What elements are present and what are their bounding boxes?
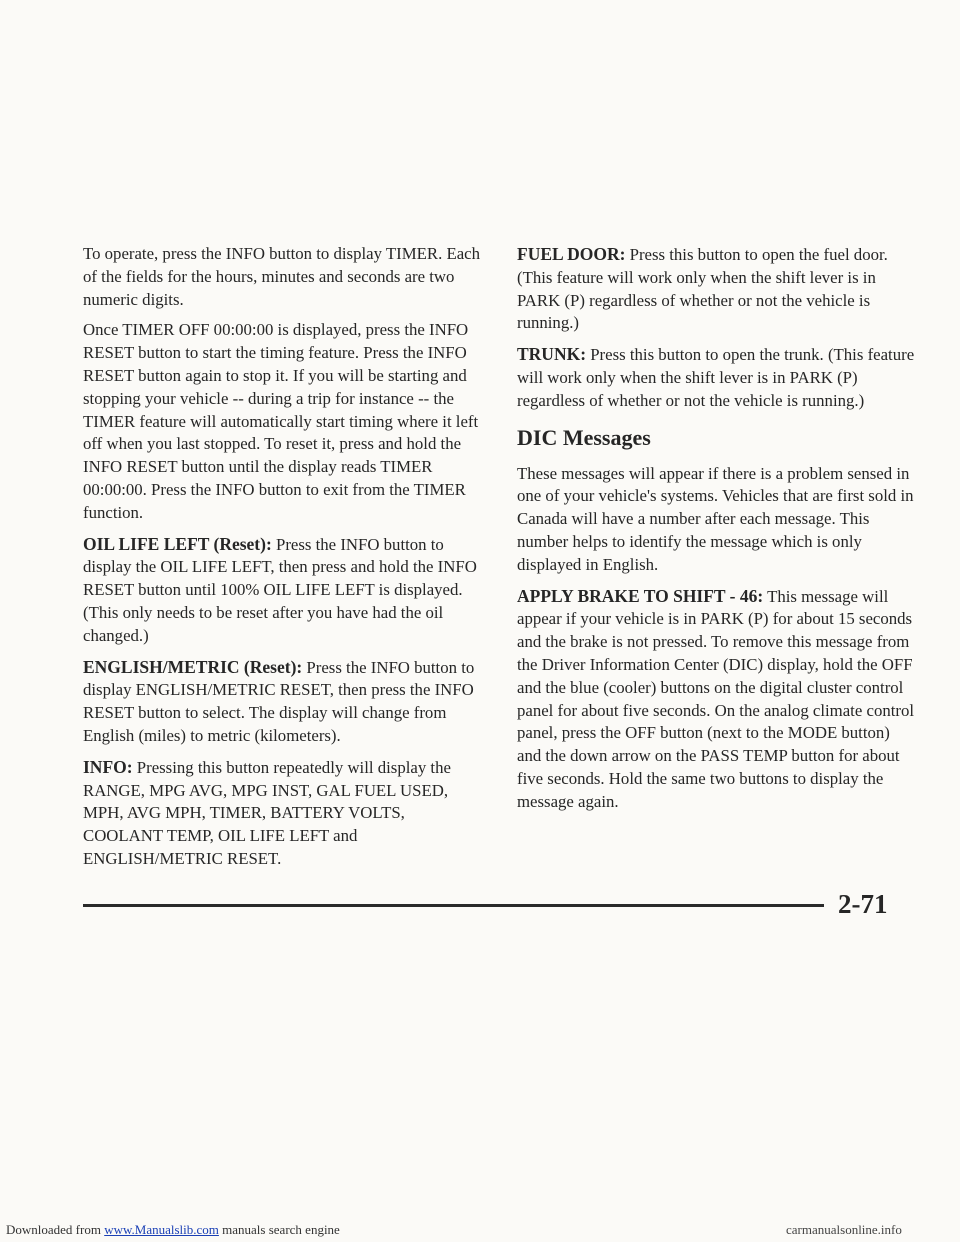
paragraph-timer-operate	[83, 243, 483, 311]
manualslib-link[interactable]: www.Manualslib.com	[104, 1222, 219, 1237]
download-banner	[6, 1222, 340, 1238]
banner-suffix: manuals search engine	[218, 1222, 340, 1237]
left-column	[83, 243, 483, 879]
paragraph-text: Press this button to open the fuel door. (This feature will work only when the shift lever is in PARK (P) regardless of whether or not the vehicle is running.)	[517, 245, 888, 333]
paragraph-apply-brake	[517, 585, 917, 814]
paragraph-lead: ENGLISH/METRIC (Reset):	[83, 656, 303, 677]
paragraph-english-metric	[83, 656, 483, 748]
paragraph-dic-intro	[517, 463, 917, 577]
paragraph-lead: APPLY BRAKE TO SHIFT - 46:	[517, 585, 764, 606]
paragraph-text: Once TIMER OFF 00:00:00 is displayed, press the INFO RESET button to start the timing feature. Press the INFO RESET button again to stop it. If you will be starting and stopping your vehicle -- during a trip for instance -- the TIMER feature will automatically start timing where it left off when you last stopped. To reset it, press and hold the INFO RESET button until the display reads TIMER 00:00:00. Press the INFO button to exit from the TIMER function.	[83, 320, 479, 522]
paragraph-lead: TRUNK:	[517, 344, 587, 365]
paragraph-lead: FUEL DOOR:	[517, 244, 626, 264]
right-column	[517, 243, 917, 822]
paragraph-lead: INFO:	[83, 756, 133, 777]
paragraph-lead: OIL LIFE LEFT (Reset):	[83, 533, 272, 554]
paragraph-oil-life-left	[83, 533, 483, 648]
paragraph-text: Press the INFO button to display the OIL LIFE LEFT, then press and hold the INFO RESET button until 100% OIL LIFE LEFT is displayed. (This only needs to be reset after you have had the oil changed.)	[83, 534, 477, 645]
paragraph-text: These messages will appear if there is a problem sensed in one of your vehicle's systems. Vehicles that are first sold in Canada will have a number after each message. This number helps to identify the message which is only displayed in English.	[517, 463, 914, 574]
paragraph-text: Press the INFO button to display ENGLISH/METRIC RESET, then press the INFO RESET button to select. The display will change from English (miles) to metric (kilometers).	[83, 657, 475, 745]
paragraph-fuel-door	[517, 243, 917, 335]
section-heading-dic-messages: DIC Messages	[517, 424, 651, 450]
paragraph-text: This message will appear if your vehicle is in PARK (P) for about 15 seconds and the brake is not pressed. To remove this message from the Driver Information Center (DIC) display, hold the OFF and the blue (cooler) buttons on the digital cluster control panel for about five seconds. On the analog climate control panel, press the OFF button (next to the MODE button) and the down arrow on the PASS TEMP button for about five seconds. Hold the same two buttons to display the message again.	[517, 586, 915, 811]
paragraph-trunk	[517, 343, 917, 412]
banner-prefix: Downloaded from	[6, 1222, 105, 1237]
footer-rule	[83, 904, 824, 907]
page-number: 2-71	[838, 889, 888, 919]
watermark: carmanualsonline.info	[786, 1222, 902, 1237]
paragraph-timer-reset	[83, 319, 483, 524]
paragraph-text: To operate, press the INFO button to display TIMER. Each of the fields for the hours, minutes and seconds are two numeric digits.	[83, 244, 480, 309]
paragraph-info	[83, 756, 483, 871]
paragraph-text: Pressing this button repeatedly will display the RANGE, MPG AVG, MPG INST, GAL FUEL USED, MPH, AVG MPH, TIMER, BATTERY VOLTS, COOLANT TEMP, OIL LIFE LEFT and ENGLISH/METRIC RESET.	[83, 757, 451, 868]
paragraph-text: Press this button to open the trunk. (This feature will work only when the shift lever is in PARK (P) regardless of whether or not the vehicle is running.)	[517, 345, 915, 410]
